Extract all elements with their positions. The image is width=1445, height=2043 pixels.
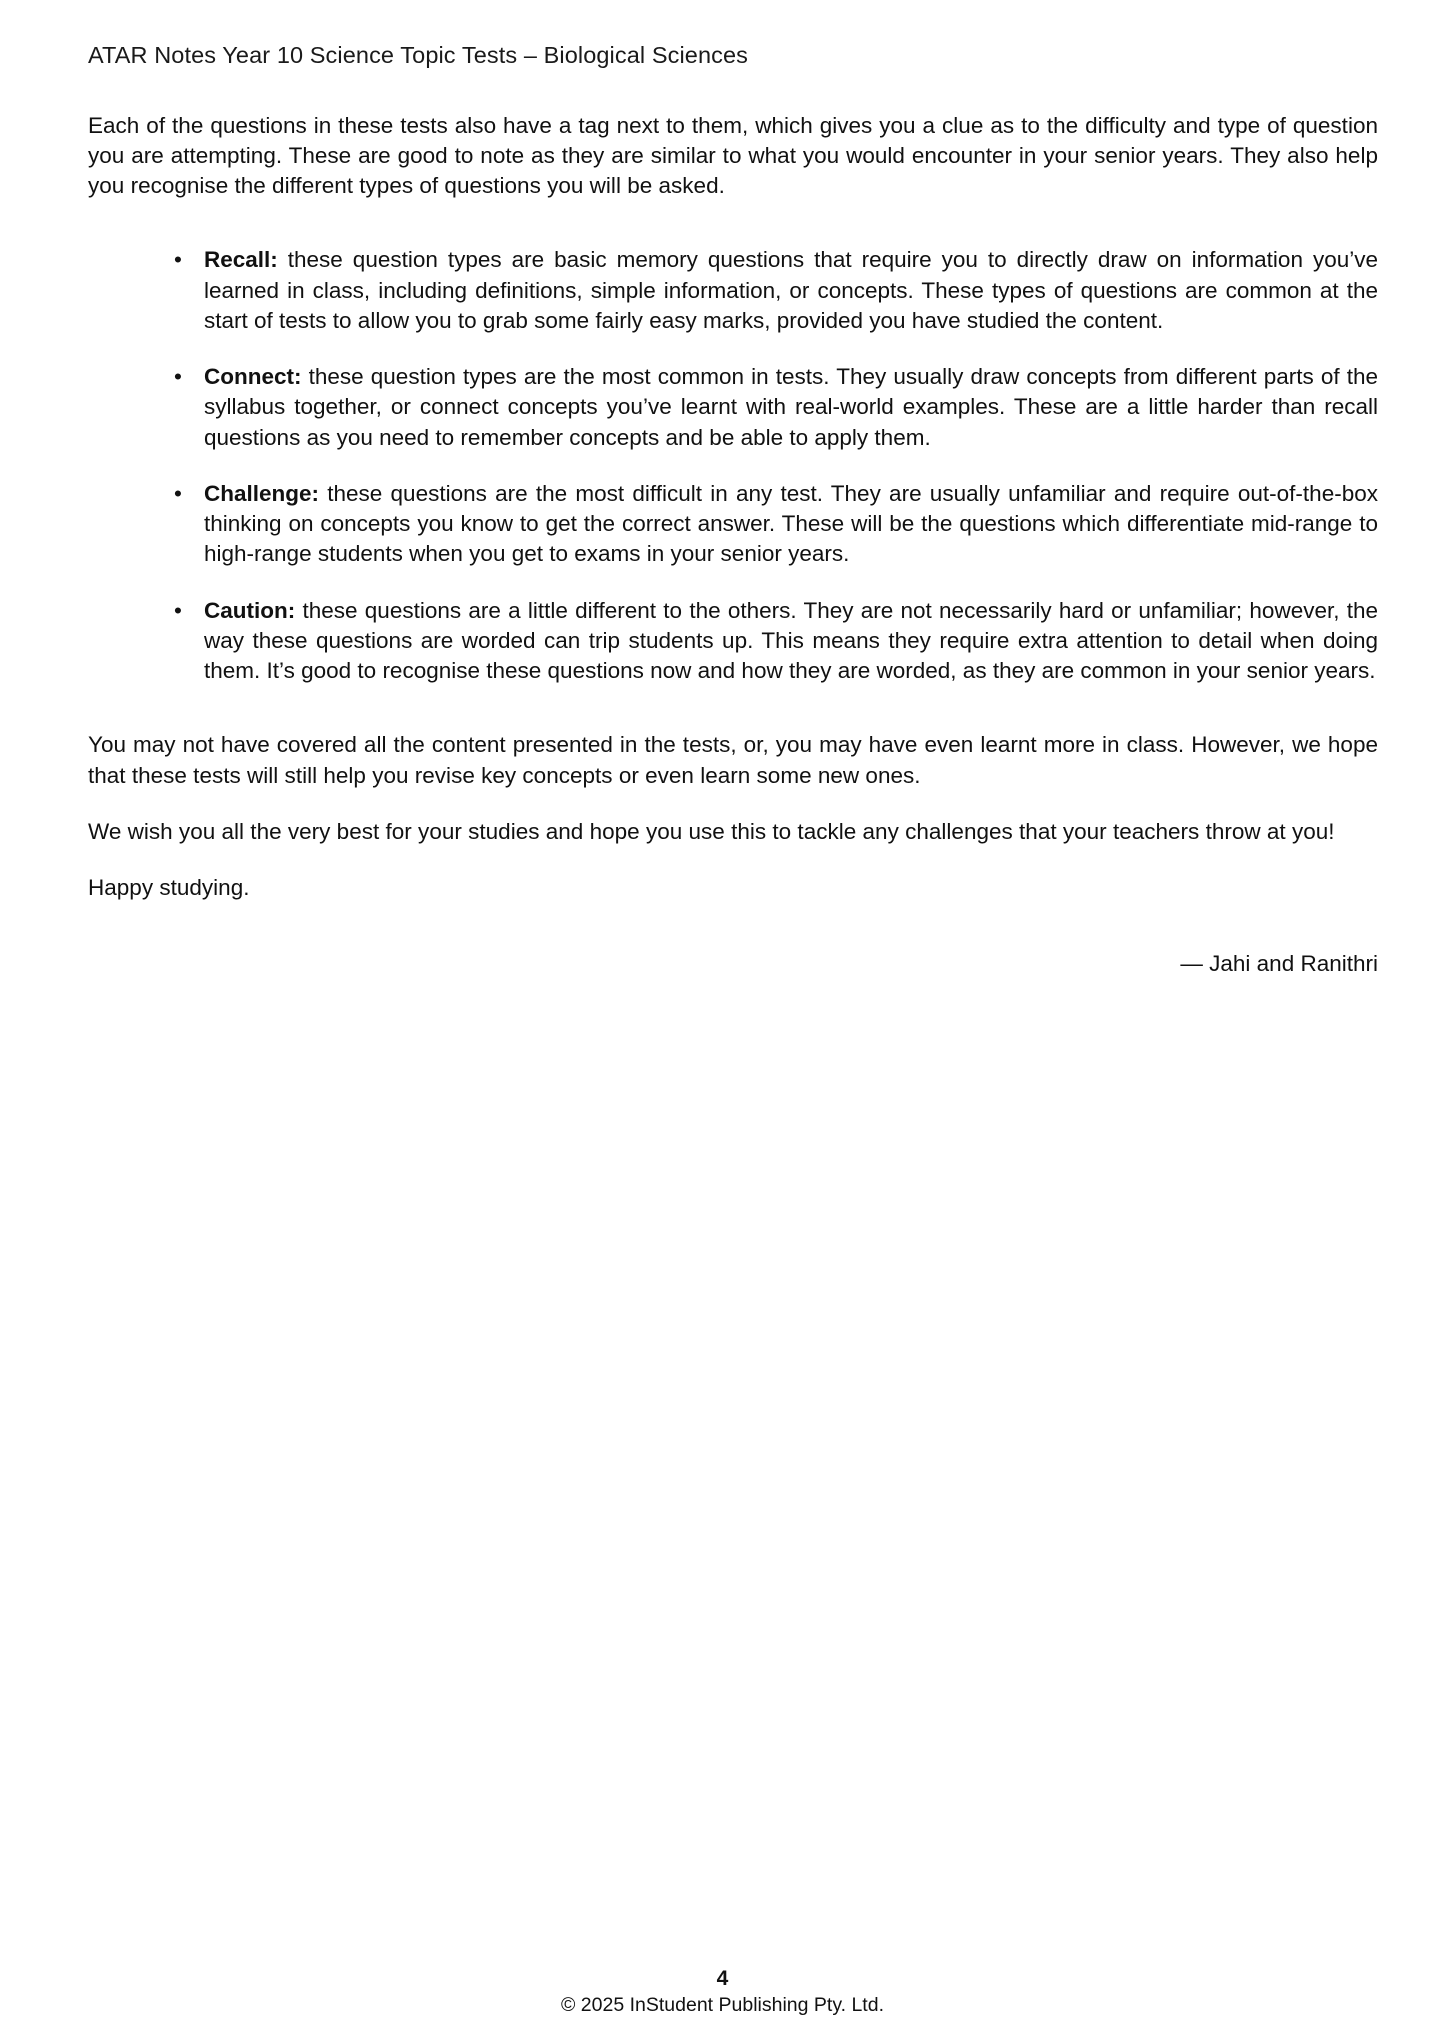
list-item xyxy=(164,479,1378,570)
tag-label: Caution: xyxy=(204,597,296,623)
list-item xyxy=(164,596,1378,687)
tag-label: Challenge: xyxy=(204,480,320,506)
page-number: 4 xyxy=(716,1967,729,1991)
tag-description: these questions are a little different to the others. They are not necessarily hard or unfamiliar; however, the way these questions are worded can trip students up. This means they require extra attention to detail when doing them. It’s good to recognise these questions now and how they are worded, as they are common in your senior years. xyxy=(204,597,1378,684)
tag-description: these question types are the most common in tests. They usually draw concepts from different parts of the syllabus together, or connect concepts you’ve learnt with real-world examples. These are a little harder than recall questions as you need to remember concepts and be able to apply them. xyxy=(204,364,1378,450)
body-block xyxy=(88,111,1378,980)
spacer xyxy=(88,201,1378,245)
list-item xyxy=(164,362,1378,453)
page-content xyxy=(88,0,1378,980)
bullet-icon: • xyxy=(174,247,182,273)
page-footer xyxy=(0,1967,1445,2017)
tag-description: these question types are basic memory questions that require you to directly draw on information you’ve learned in class, including definitions, simple information, or concepts. These types of questions are common at the start of tests to allow you to grab some fairly easy marks, provided you have studied the content. xyxy=(204,247,1378,333)
copyright-notice: © 2025 InStudent Publishing Pty. Ltd. xyxy=(561,1993,884,2016)
bullet-icon: • xyxy=(174,597,182,623)
tag-label: Connect: xyxy=(204,364,302,390)
closing-paragraph-3: Happy studying. xyxy=(88,875,250,901)
closing-paragraph-2: We wish you all the very best for your studies and hope you use this to tackle any challenges that your teachers throw at you! xyxy=(88,818,1335,844)
intro-paragraph: Each of the questions in these tests also have a tag next to them, which gives you a clue as to the difficulty and type of question you are attempting. These are good to note as they are similar to what you would encounter in your senior years. They also help you recognise the different types of questions you will be asked. xyxy=(88,112,1378,199)
bullet-icon: • xyxy=(174,364,182,390)
question-tag-list xyxy=(164,245,1378,686)
closing-paragraph-1: You may not have covered all the content presented in the tests, or, you may have even learnt more in class. However, we hope that these tests will still help you revise key concepts or even learn some new ones. xyxy=(88,732,1378,788)
running-header: ATAR Notes Year 10 Science Topic Tests – Biological Sciences xyxy=(88,42,749,68)
signature: — Jahi and Ranithri xyxy=(1180,951,1378,977)
tag-description: these questions are the most difficult in any test. They are usually unfamiliar and require out-of-the-box thinking on concepts you know to get the correct answer. These will be the questions which differentiate mid-range to high-range students when you get to exams in your senior years. xyxy=(204,480,1378,567)
spacer xyxy=(88,686,1378,730)
tag-label: Recall: xyxy=(204,247,278,273)
list-item xyxy=(164,245,1378,336)
bullet-icon: • xyxy=(174,480,182,506)
